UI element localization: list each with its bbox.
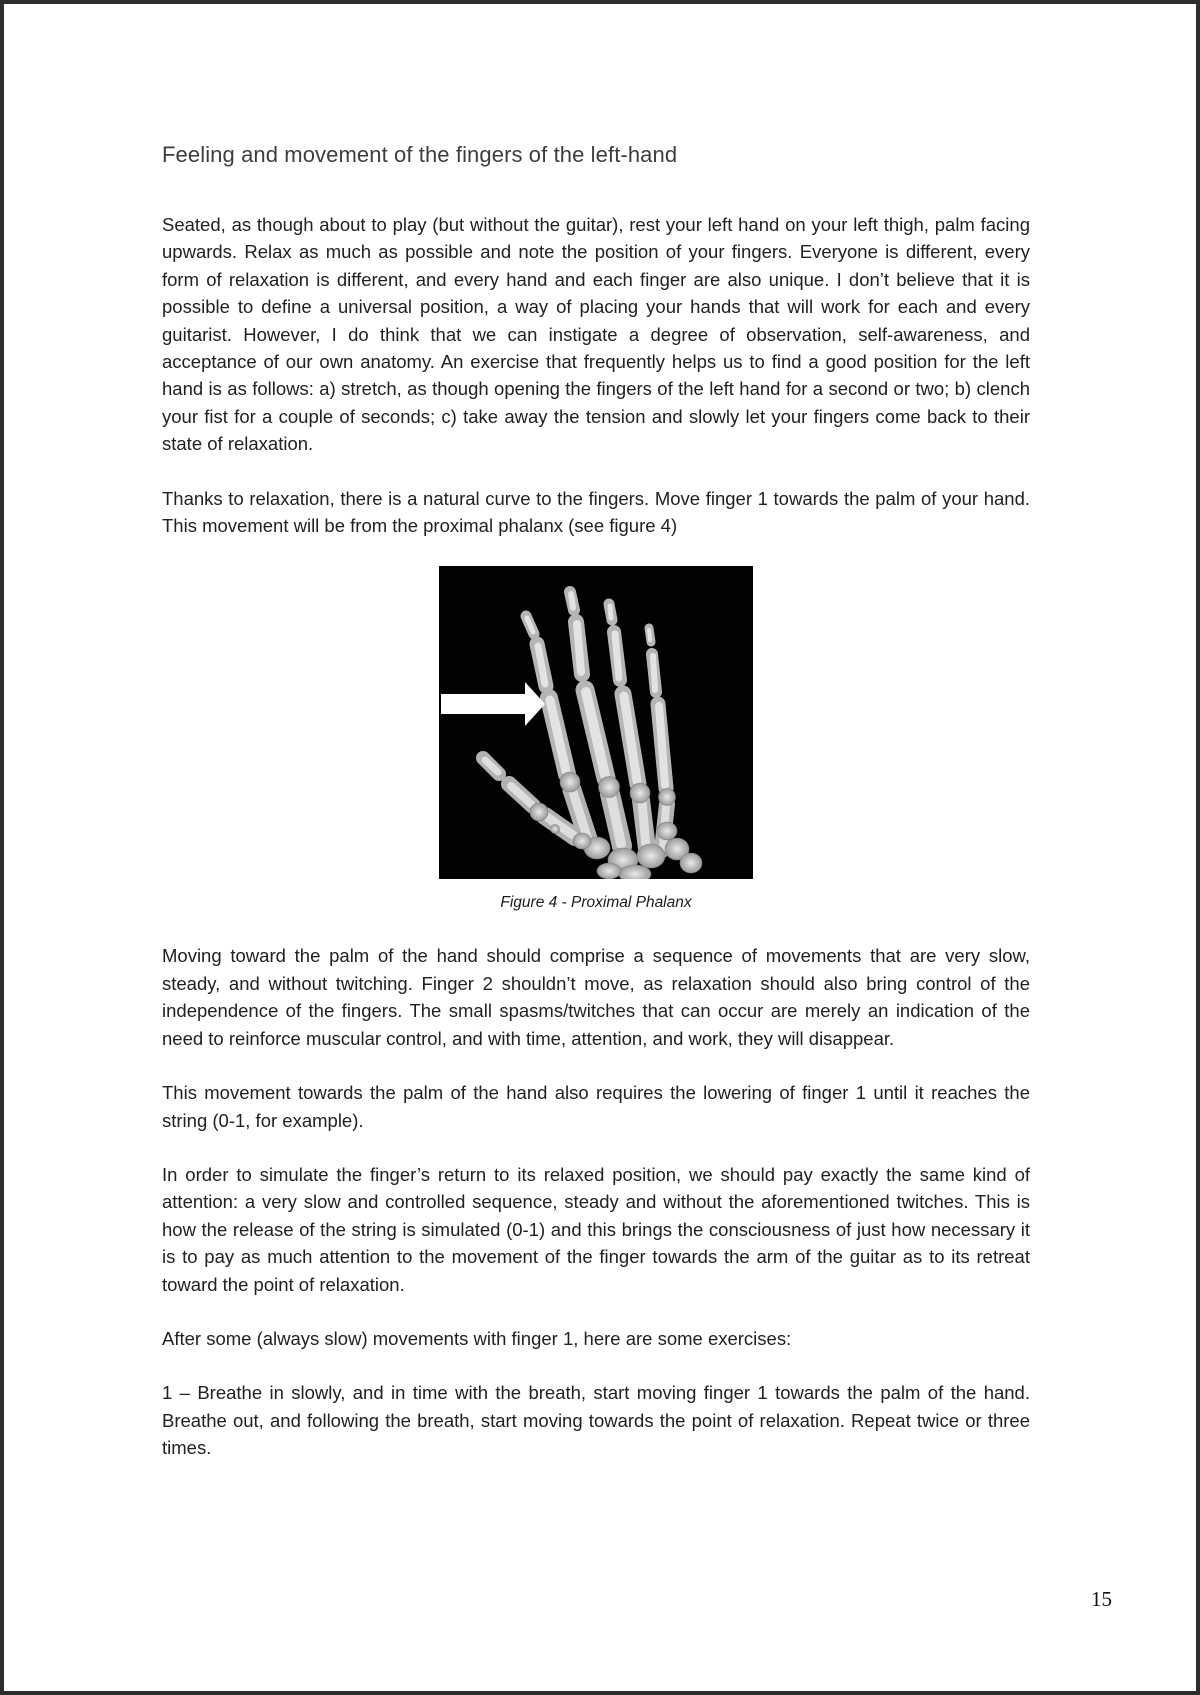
body-paragraph: This movement towards the palm of the hand also requires the lowering of finger 1 until it reaches the string (0-1, for example). (162, 1082, 1030, 1131)
page-title: Feeling and movement of the fingers of the left-hand (162, 142, 678, 167)
body-paragraph: After some (always slow) movements with finger 1, here are some exercises: (162, 1327, 792, 1349)
hand-xray-image (439, 566, 753, 879)
body-paragraph: Moving toward the palm of the hand should comprise a sequence of movements that are very slow, steady, and without twitching. Finger 2 shouldn’t move, as relaxation should also bring control of the independence of the fingers. The small spasms/twitches that can occur are merely an indication of the need to reinforce muscular control, and with time, attention, and work, they will disappear. (162, 945, 1030, 1049)
page-number: 15 (1091, 1587, 1112, 1611)
figure-4-image (439, 566, 753, 879)
body-paragraph: Thanks to relaxation, there is a natural curve to the fingers. Move finger 1 towards the palm of your hand. This movement will be from the proximal phalanx (see figure 4) (162, 487, 1030, 537)
figure-caption: Figure 4 - Proximal Phalanx (500, 894, 692, 912)
body-paragraph: Seated, as though about to play (but without the guitar), rest your left hand on your left thigh, palm facing upwards. Relax as much as possible and note the position of your fingers. Everyone is different, every form of relaxation is different, and every hand and each finger are also unique. I don’t believe that it is possible to define a universal position, a way of placing your hands that will work for each and every guitarist. However, I do think that we can instigate a degree of observation, self-awareness, and acceptance of our own anatomy. An exercise that frequently helps us to find a good position for the left hand is as follows: a) stretch, as though opening the fingers of the left hand for a second or two; b) clench your fist for a couple of seconds; c) take away the tension and slowly let your fingers come back to their state of relaxation. (162, 214, 1030, 455)
body-paragraph: In order to simulate the finger’s return to its relaxed position, we should pay exactly the same kind of attention: a very slow and controlled sequence, steady and without the aforementioned twitches. This is how the release of the string is simulated (0-1) and this brings the consciousness of just how necessary it is to pay as much attention to the movement of the finger towards the arm of the guitar as to its retreat toward the point of relaxation. (162, 1163, 1030, 1295)
body-paragraph: 1 – Breathe in slowly, and in time with the breath, start moving finger 1 towards the palm of the hand. Breathe out, and following the breath, start moving towards the point of relaxation. Repeat twice or three times. (162, 1382, 1030, 1459)
text-column (162, 4, 1030, 1462)
